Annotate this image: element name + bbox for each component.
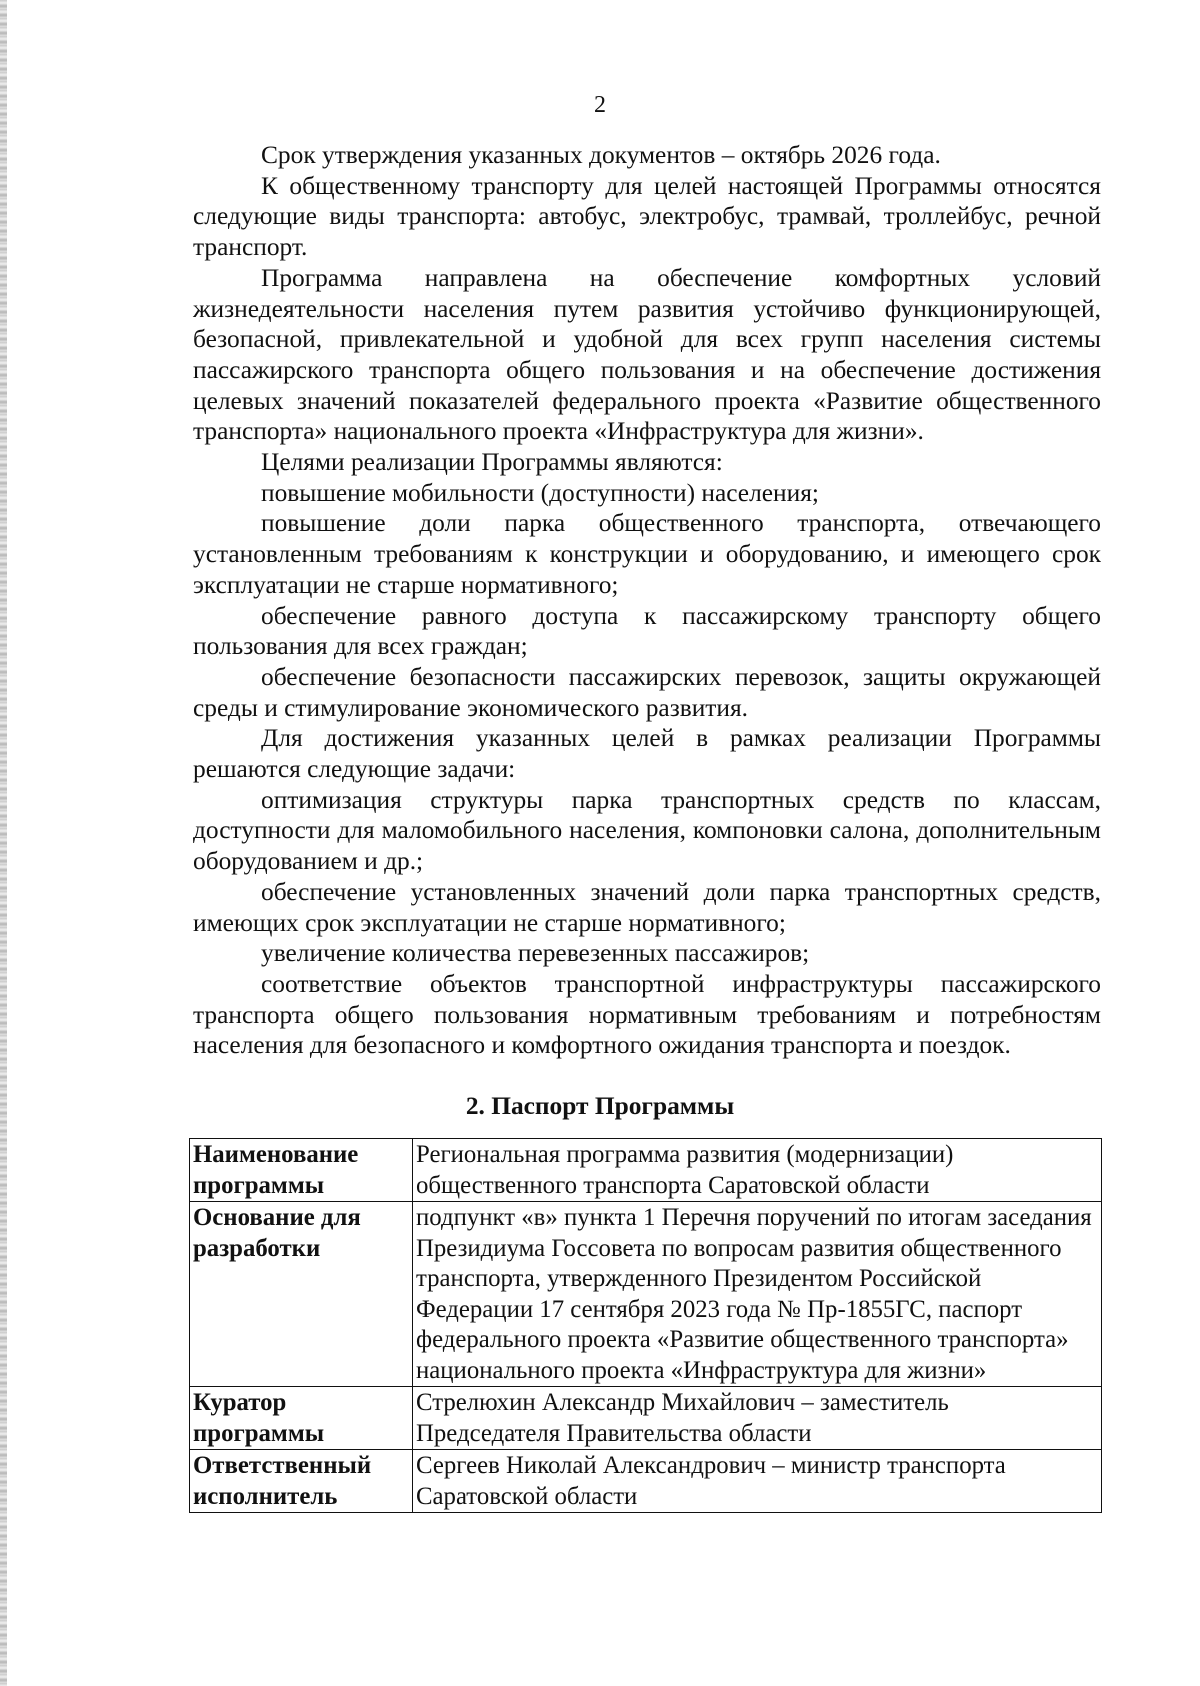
row-label-program-name: Наименование программы bbox=[190, 1139, 413, 1202]
row-value-executor: Сергеев Николай Александрович – министр транспорта Саратовской области bbox=[413, 1450, 1102, 1513]
row-label-basis: Основание для разработки bbox=[190, 1202, 413, 1387]
paragraph-task-structure: оптимизация структуры парка транспортных средств по классам, доступности для маломобильного населения, компоновки салона, дополнительным оборудованием и др.; bbox=[193, 785, 1101, 876]
paragraph-goal-access: обеспечение равного доступа к пассажирскому транспорту общего пользования для всех граждан; bbox=[193, 601, 1101, 661]
paragraph-goals-intro: Целями реализации Программы являются: bbox=[261, 448, 723, 477]
paragraph-goal-mobility: повышение мобильности (доступности) населения; bbox=[261, 478, 819, 507]
page-number: 2 bbox=[594, 92, 606, 118]
paragraph-tasks-intro: Для достижения указанных целей в рамках реализации Программы решаются следующие задачи: bbox=[193, 724, 1101, 784]
section-title: 2. Паспорт Программы bbox=[465, 1092, 735, 1120]
paragraph-deadline: Срок утверждения указанных документов – октябрь 2026 года. bbox=[261, 141, 941, 169]
paragraph-task-passengers: увеличение количества перевезенных пассажиров; bbox=[261, 939, 810, 968]
paragraph-program-aim: Программа направлена на обеспечение комфортных условий жизнедеятельности населения путем развития устойчиво функционирующей, безопасной, привлекательной и удобной для всех групп населения системы пассажирского транспорта общего пользования и на обеспечение достижения целевых значений показателей федерального проекта «Развитие общественного транспорта» национального проекта «Инфраструктура для жизни». bbox=[193, 263, 1101, 446]
row-value-program-name: Региональная программа развития (модернизации) общественного транспорта Саратовской области bbox=[413, 1139, 1102, 1202]
scan-edge bbox=[0, 0, 7, 1686]
row-value-curator: Стрелюхин Александр Михайлович – заместитель Председателя Правительства области bbox=[413, 1387, 1102, 1450]
table-row bbox=[190, 1139, 1102, 1202]
document-body bbox=[193, 140, 1101, 1061]
row-value-basis: подпункт «в» пункта 1 Перечня поручений по итогам заседания Президиума Госсовета по вопросам развития общественного транспорта, утвержденного Президентом Российской Федерации 17 сентября 2023 года № Пр-1855ГС, паспорт федерального проекта «Развитие общественного транспорта» национального проекта «Инфраструктура для жизни» bbox=[413, 1202, 1102, 1387]
row-label-curator: Куратор программы bbox=[190, 1387, 413, 1450]
paragraph-goal-fleet: повышение доли парка общественного транспорта, отвечающего установленным требованиям к конструкции и оборудованию, и имеющего срок эксплуатации не старше нормативного; bbox=[193, 509, 1101, 599]
paragraph-task-infrastructure: соответствие объектов транспортной инфраструктуры пассажирского транспорта общего пользования нормативным требованиям и потребностям населения для безопасного и комфортного ожидания транспорта и поездок. bbox=[193, 969, 1101, 1060]
program-passport-table bbox=[189, 1138, 1102, 1513]
table-row bbox=[190, 1202, 1102, 1387]
table-row bbox=[190, 1450, 1102, 1513]
paragraph-transport-types: К общественному транспорту для целей настоящей Программы относятся следующие виды транспорта: автобус, электробус, трамвай, троллейбус, речной транспорт. bbox=[193, 171, 1101, 262]
paragraph-goal-safety: обеспечение безопасности пассажирских перевозок, защиты окружающей среды и стимулирование экономического развития. bbox=[193, 662, 1101, 722]
table-row bbox=[190, 1387, 1102, 1450]
paragraph-task-age: обеспечение установленных значений доли парка транспортных средств, имеющих срок эксплуатации не старше нормативного; bbox=[193, 877, 1101, 937]
row-label-executor: Ответственный исполнитель bbox=[190, 1450, 413, 1513]
